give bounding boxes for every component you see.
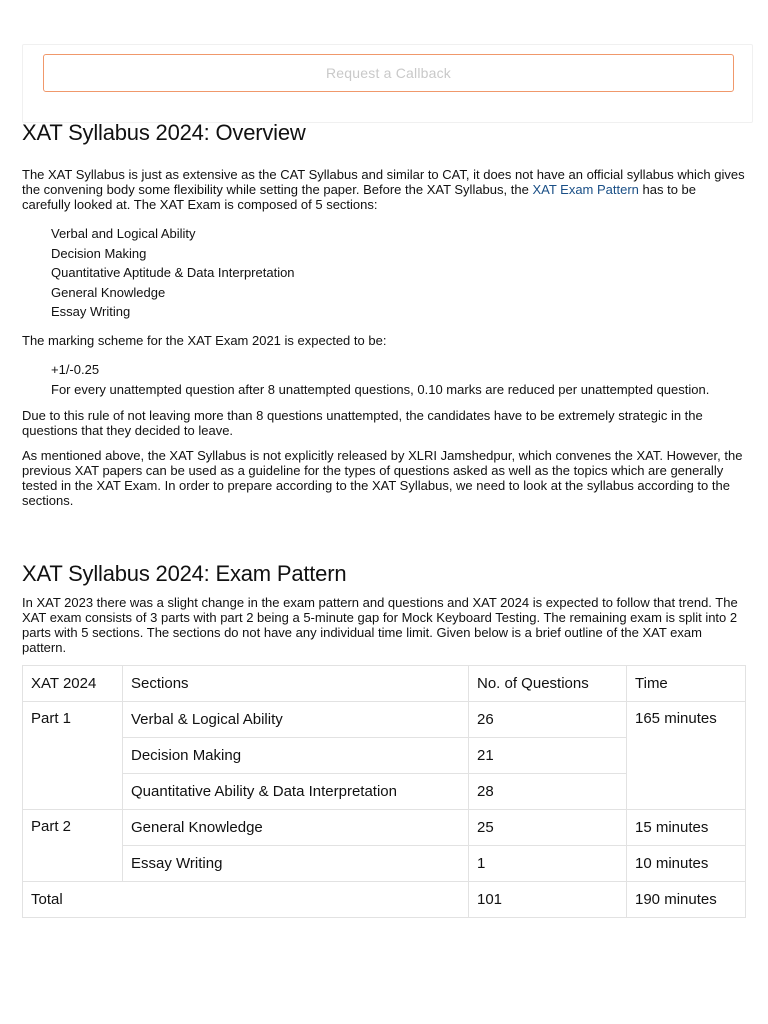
- questions-cell: 21: [469, 738, 627, 774]
- total-label: Total: [23, 882, 469, 918]
- header-cell: Time: [627, 666, 746, 702]
- callback-card: [22, 44, 753, 123]
- questions-cell: 28: [469, 774, 627, 810]
- section-cell: General Knowledge: [123, 810, 469, 846]
- overview-intro-text-end: has to be carefully looked at. The XAT Exam is composed of 5 sections:: [22, 182, 697, 212]
- section-cell: Quantitative Ability & Data Interpretation: [123, 774, 469, 810]
- questions-cell: 26: [469, 702, 627, 738]
- questions-cell: 1: [469, 846, 627, 882]
- list-item: General Knowledge: [51, 284, 166, 300]
- total-time: 190 minutes: [627, 882, 746, 918]
- header-cell: Sections: [123, 666, 469, 702]
- list-item: Essay Writing: [51, 304, 131, 320]
- table-row: [23, 810, 746, 846]
- section-cell: Verbal & Logical Ability: [123, 702, 469, 738]
- table-row: [23, 846, 746, 882]
- list-item: For every unattempted question after 8 unattempted questions, 0.10 marks are reduced per unattempted question.: [51, 381, 710, 397]
- overview-intro: [22, 167, 748, 212]
- table-total-row: [23, 882, 746, 918]
- time-cell: 15 minutes: [627, 810, 746, 846]
- time-cell: 165 minutes: [627, 702, 746, 810]
- marking-intro: The marking scheme for the XAT Exam 2021 is expected to be:: [22, 332, 387, 348]
- list-item: Verbal and Logical Ability: [51, 226, 196, 241]
- total-questions: 101: [469, 882, 627, 918]
- exam-pattern-heading: XAT Syllabus 2024: Exam Pattern: [22, 561, 347, 587]
- section-cell: Decision Making: [123, 738, 469, 774]
- part-label: Part 2: [23, 810, 123, 882]
- exam-pattern-intro: In XAT 2023 there was a slight change in the exam pattern and questions and XAT 2024 is expected to follow that trend. The XAT exam consists of 3 parts with part 2 being a 5-minute gap for Mock Keyboard Testing. The remaining exam is split into 2 parts with 5 sections. The sections do not have any individual time limit. Given below is a brief outline of the XAT exam pattern.: [22, 595, 738, 656]
- list-item: Decision Making: [51, 245, 147, 261]
- request-callback-button[interactable]: Request a Callback: [43, 54, 734, 92]
- part-label: Part 1: [23, 702, 123, 810]
- table-row: [23, 702, 746, 738]
- section-cell: Essay Writing: [123, 846, 469, 882]
- header-cell: No. of Questions: [469, 666, 627, 702]
- header-cell: XAT 2024: [23, 666, 123, 702]
- overview-intro-text: The XAT Syllabus is just as extensive as the CAT Syllabus and similar to CAT, it does not have an official syllabus which gives the convening body some flexibility while setting the paper. Before the XAT Syllabus, the: [22, 167, 745, 197]
- article-content: [22, 120, 748, 918]
- strategy-paragraph: Due to this rule of not leaving more than 8 questions unattempted, the candidates have to be extremely strategic in the questions that they decided to leave.: [22, 408, 703, 439]
- list-item: Quantitative Aptitude & Data Interpretation: [51, 265, 295, 281]
- sections-list: [22, 224, 748, 322]
- time-cell: 10 minutes: [627, 846, 746, 882]
- table-header-row: [23, 666, 746, 702]
- list-item: +1/-0.25: [51, 361, 100, 377]
- questions-cell: 25: [469, 810, 627, 846]
- xat-exam-pattern-link[interactable]: XAT Exam Pattern: [532, 182, 639, 197]
- syllabus-paragraph: As mentioned above, the XAT Syllabus is not explicitly released by XLRI Jamshedpur, which convenes the XAT. However, the previous XAT papers can be used as a guideline for the types of questions asked as well as the topics which are generally tested in the XAT Exam. In order to prepare according to the XAT Syllabus, we need to look at the syllabus according to the sections.: [22, 448, 743, 509]
- marking-list: [22, 360, 748, 399]
- exam-pattern-table: [22, 665, 746, 918]
- overview-heading: XAT Syllabus 2024: Overview: [22, 120, 306, 145]
